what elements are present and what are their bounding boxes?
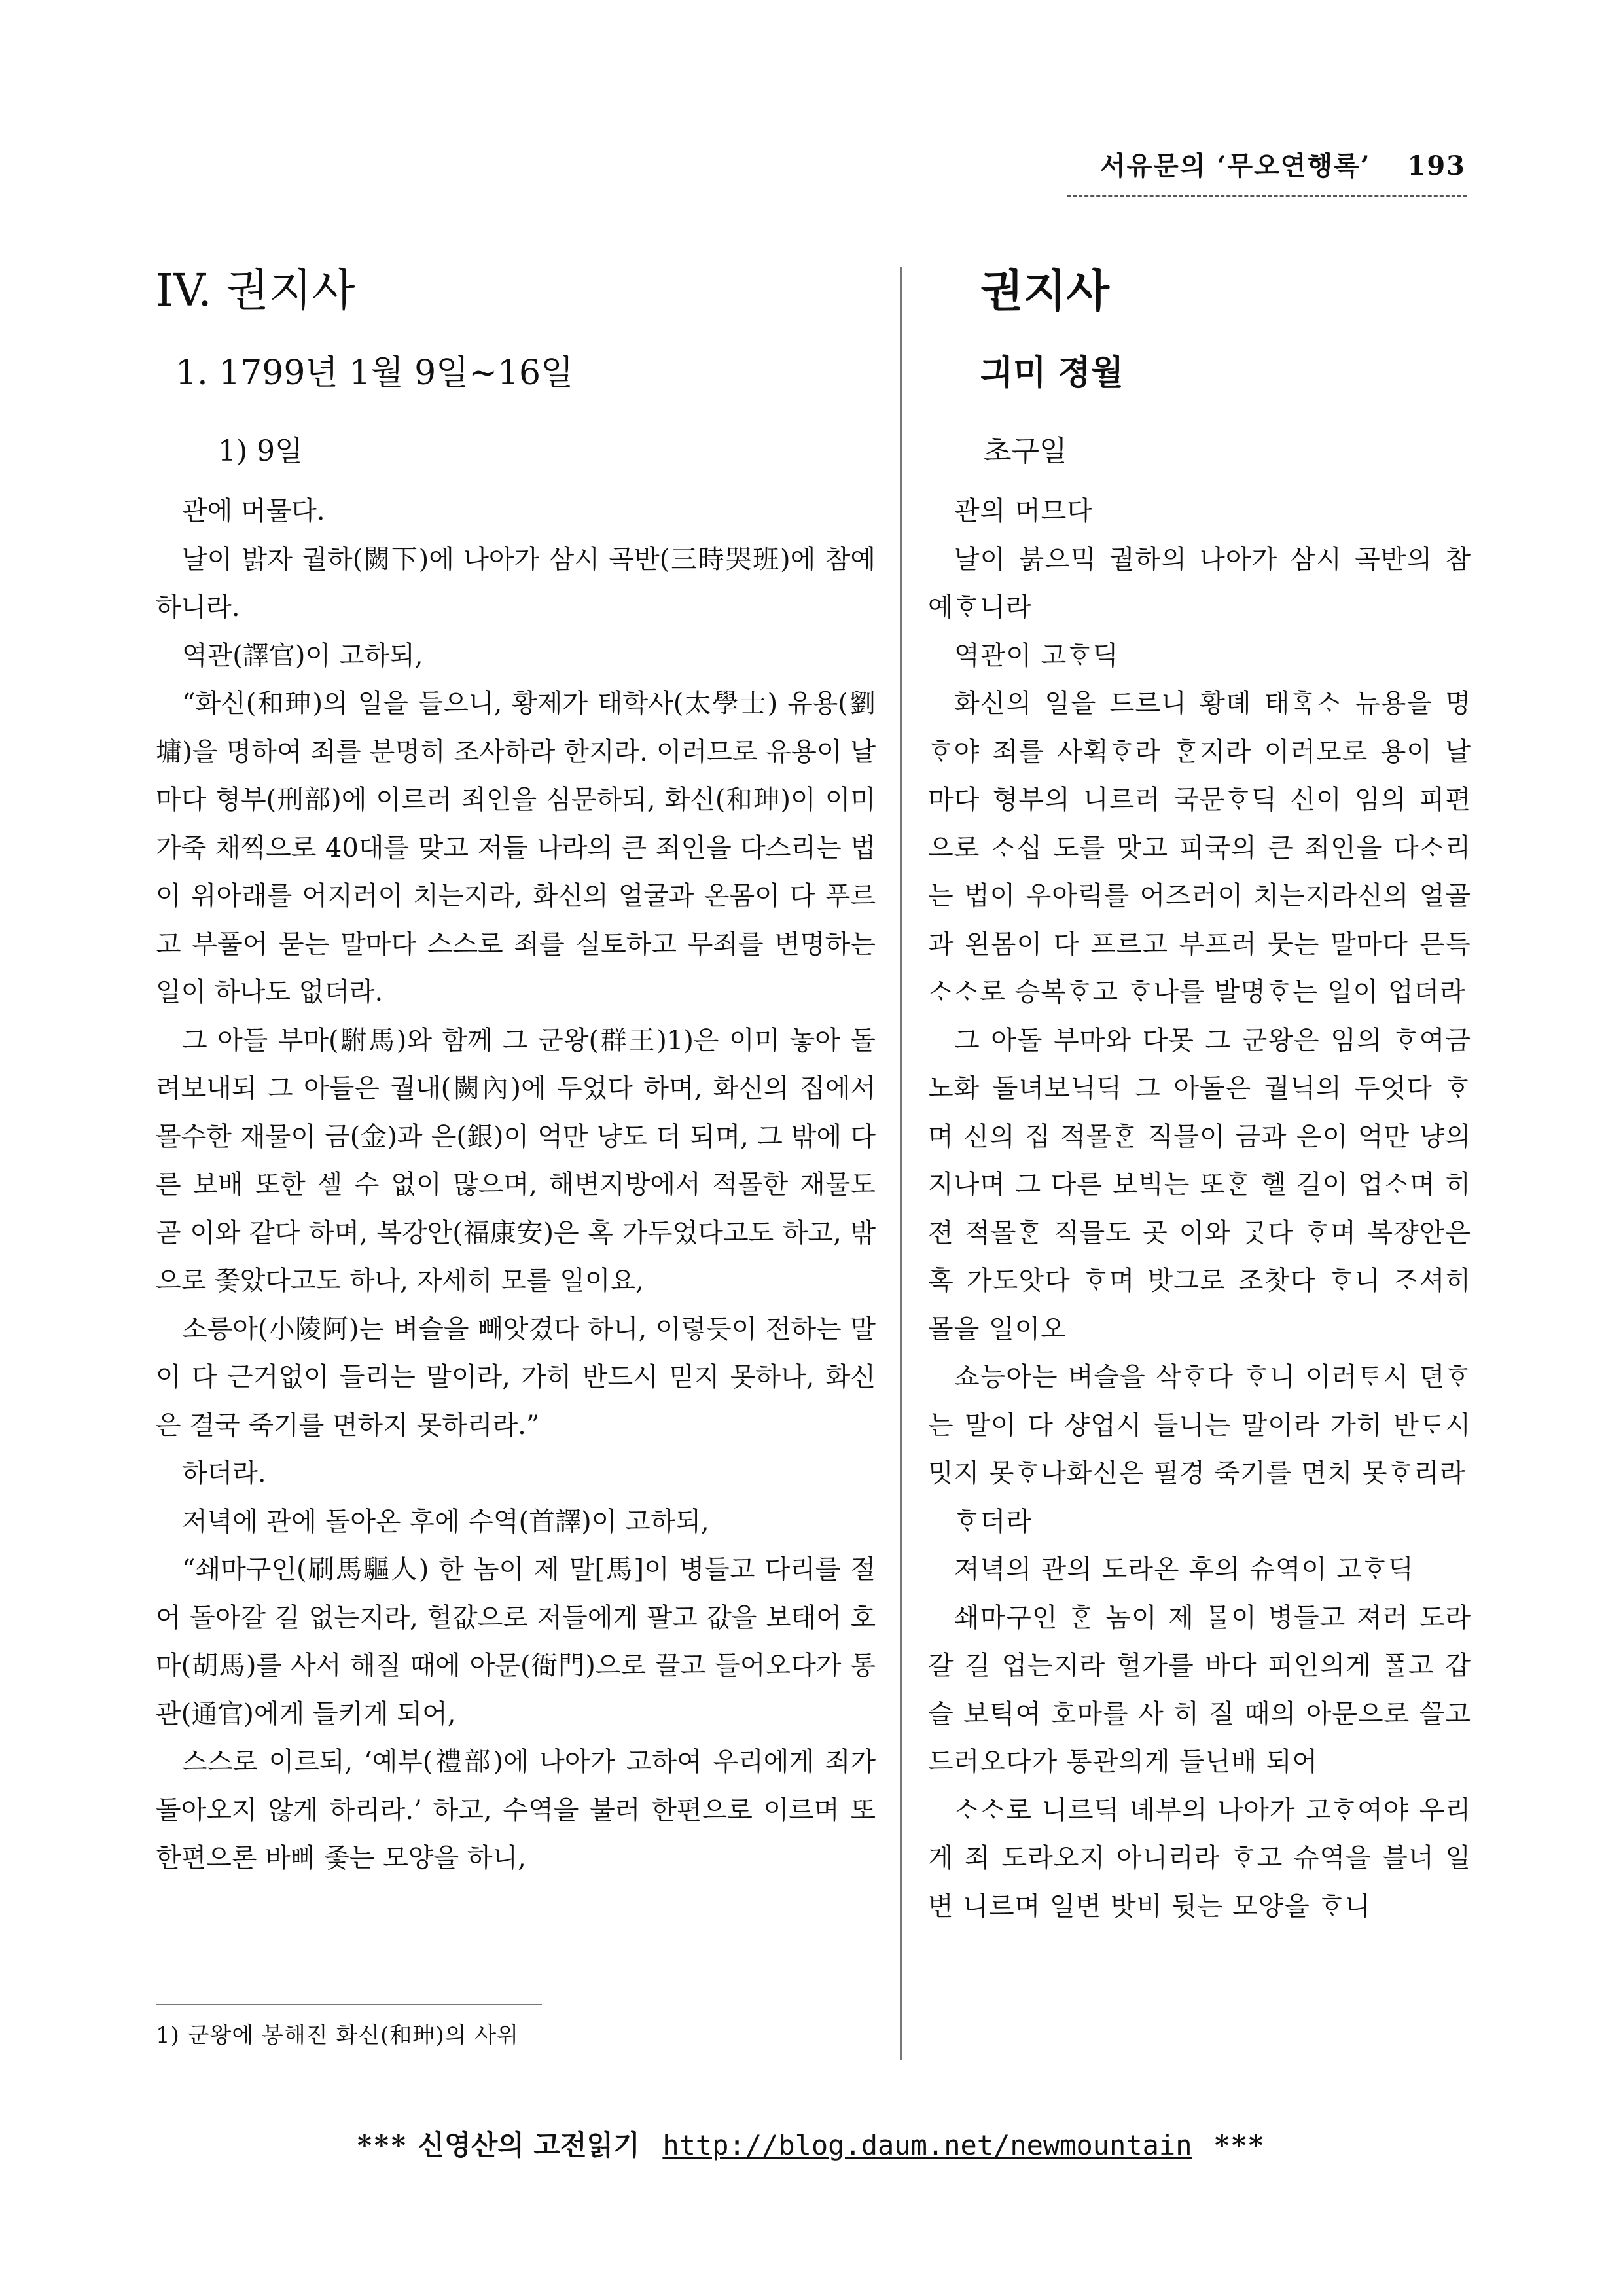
page-number: 193 <box>1407 151 1466 181</box>
footer-stars-left: *** <box>357 2129 408 2161</box>
subsection-heading: 초구일 <box>984 435 1067 468</box>
paragraph: 쇄마구인 ᄒᆞᆫ 놈이 제 ᄆᆞᆯ이 병들고 져러 도라갈 길 업는지라 헐가를 바다 피인의게 ᄑᆞᆯ고 갑슬 보틱여 호마를 사 히 질 때의 아문으로 ᄭᅳᆯ고 드러오다가 통관의게 들닌배 되어 <box>928 1602 1471 1777</box>
subsection-heading: 1) 9일 <box>218 435 303 468</box>
paragraph: ᄉᆞᄉᆞ로 니르딕 녜부의 나아가 고ᄒᆞ여야 우리게 죄 도라오지 아니리라 ᄒᆞ고 슈역을 블너 일변 니르며 일변 밧비 뒷는 모양을 ᄒᆞ니 <box>928 1795 1471 1922</box>
modern-translation-column <box>156 259 876 1883</box>
paragraph: 져녁의 관의 도라온 후의 슈역이 고ᄒᆞ딕 <box>954 1554 1414 1585</box>
paragraph: 저녁에 관에 돌아온 후에 수역(首譯)이 고하되, <box>182 1506 709 1537</box>
paragraph: 스스로 이르되, ‘예부(禮部)에 나아가 고하여 우리에게 죄가 돌아오지 않게 하리라.’ 하고, 수역을 불러 한편으로 이르며 또 한편으론 바삐 좇는 모양을 하니, <box>156 1747 876 1873</box>
paragraph: 하더라. <box>182 1458 266 1488</box>
original-text-column <box>928 259 1471 1931</box>
page-footer <box>0 2124 1623 2163</box>
blog-url-link[interactable]: http://blog.daum.net/newmountain <box>662 2129 1192 2161</box>
paragraph: 역관이 고ᄒᆞ딕 <box>954 640 1119 671</box>
paragraph: “화신(和珅)의 일을 들으니, 황제가 태학사(太學士) 유용(劉墉)을 명하여 죄를 분명히 조사하라 한지라. 이러므로 유용이 날마다 형부(刑部)에 이르러 죄인을 심문하되, 화신(和珅)이 이미 가죽 채찍으로 40대를 맞고 저들 나라의 큰 죄인을 다스리는 법이 위아래를 어지러이 치는지라, 화신의 얼굴과 온몸이 다 푸르고 부풀어 묻는 말마다 스스로 죄를 실토하고 무죄를 변명하는 일이 하나도 없더라. <box>156 689 876 1007</box>
paragraph: 관의 머므다 <box>954 496 1093 526</box>
paragraph: 관에 머물다. <box>182 496 325 526</box>
paragraph: 그 아돌 부마와 다못 그 군왕은 임의 ᄒᆞ여금 노화 돌녀보닉딕 그 아돌은 궐닉의 두엇다 ᄒᆞ며 신의 집 적몰ᄒᆞᆫ 직믈이 금과 은이 억만 냥의 지나며 그 다른 보빅는 또ᄒᆞᆫ 헬 길이 업ᄉᆞ며 히젼 적몰ᄒᆞᆫ 직믈도 곳 이와 ᄀᆞᆺ다 ᄒᆞ며 복쟝안은 혹 가도앗다 ᄒᆞ며 밧그로 조찻다 ᄒᆞ니 ᄌᆞ셔히 몰을 일이오 <box>928 1025 1471 1344</box>
paragraphs <box>928 488 1471 1931</box>
paragraph: 쇼능아는 벼슬을 삭ᄒᆞ다 ᄒᆞ니 이러ᄐᆞ시 뎐ᄒᆞ는 말이 다 샹업시 들니는 말이라 가히 반ᄃᆞ시 밋지 못ᄒᆞ나화신은 필경 죽기를 면치 못ᄒᆞ리라 <box>928 1362 1471 1488</box>
section-heading: 긔미 졍월 <box>980 353 1124 393</box>
running-title: 서유문의 ‘무오연행록’ <box>1100 151 1371 181</box>
section-heading: 1. 1799년 1월 9일~16일 <box>175 353 574 393</box>
paragraph: 날이 밝자 궐하(闕下)에 나아가 삼시 곡반(三時哭班)에 참예하니라. <box>156 544 876 622</box>
paragraph: 소릉아(小陵阿)는 벼슬을 빼앗겼다 하니, 이렇듯이 전하는 말이 다 근거없이 들리는 말이라, 가히 반드시 믿지 못하나, 화신은 결국 죽기를 면하지 못하리라.” <box>156 1314 876 1441</box>
paragraph: 화신의 일을 드르니 황뎨 태ᄒᆞᆨᄉᆞ 뉴용을 명ᄒᆞ야 죄를 사획ᄒᆞ라 ᄒᆞᆫ지라 이러모로 용이 날마다 형부의 니르러 국문ᄒᆞ딕 신이 임의 피편으로 ᄉᆞ십 도를 맛고 피국의 큰 죄인을 다ᄉᆞ리는 법이 우아릭를 어즈러이 치는지라신의 얼골과 왼몸이 다 프르고 부프러 뭇는 말마다 믄득 ᄉᆞᄉᆞ로 승복ᄒᆞ고 ᄒᆞ나를 발명ᄒᆞ는 일이 업더라 <box>928 689 1471 1007</box>
running-header <box>1060 145 1466 183</box>
paragraph: 그 아들 부마(駙馬)와 함께 그 군왕(群王)1)은 이미 놓아 돌려보내되 그 아들은 궐내(闕內)에 두었다 하며, 화신의 집에서 몰수한 재물이 금(金)과 은(銀)이 억만 냥도 더 되며, 그 밖에 다른 보배 또한 셀 수 없이 많으며, 해변지방에서 적몰한 재물도 곧 이와 같다 하며, 복강안(福康安)은 혹 가두었다고도 하고, 밖으로 쫓았다고도 하나, 자세히 모를 일이요, <box>156 1025 876 1296</box>
paragraphs <box>156 488 876 1883</box>
blog-name: 신영산의 고전읽기 <box>418 2129 640 2161</box>
header-dashed-rule <box>1067 195 1467 197</box>
chapter-heading: IV. 권지사 <box>156 265 355 317</box>
footnote-rule <box>156 2004 542 2005</box>
footer-stars-right: *** <box>1215 2129 1266 2161</box>
footnote: 1) 군왕에 봉해진 화신(和珅)의 사위 <box>156 2022 519 2049</box>
paragraph: 역관(譯官)이 고하되, <box>182 640 423 671</box>
paragraph: “쇄마구인(刷馬驅人) 한 놈이 제 말[馬]이 병들고 다리를 절어 돌아갈 길 없는지라, 헐값으로 저들에게 팔고 값을 보태어 호마(胡馬)를 사서 해질 때에 아문(衙門)으로 끌고 들어오다가 통관(通官)에게 들키게 되어, <box>156 1554 876 1729</box>
chapter-heading: 권지사 <box>980 265 1110 317</box>
paragraph: 날이 붉으믹 궐하의 나아가 삼시 곡반의 참예ᄒᆞ니라 <box>928 544 1471 622</box>
paragraph: ᄒᆞ더라 <box>954 1506 1032 1537</box>
column-divider <box>900 267 902 2060</box>
